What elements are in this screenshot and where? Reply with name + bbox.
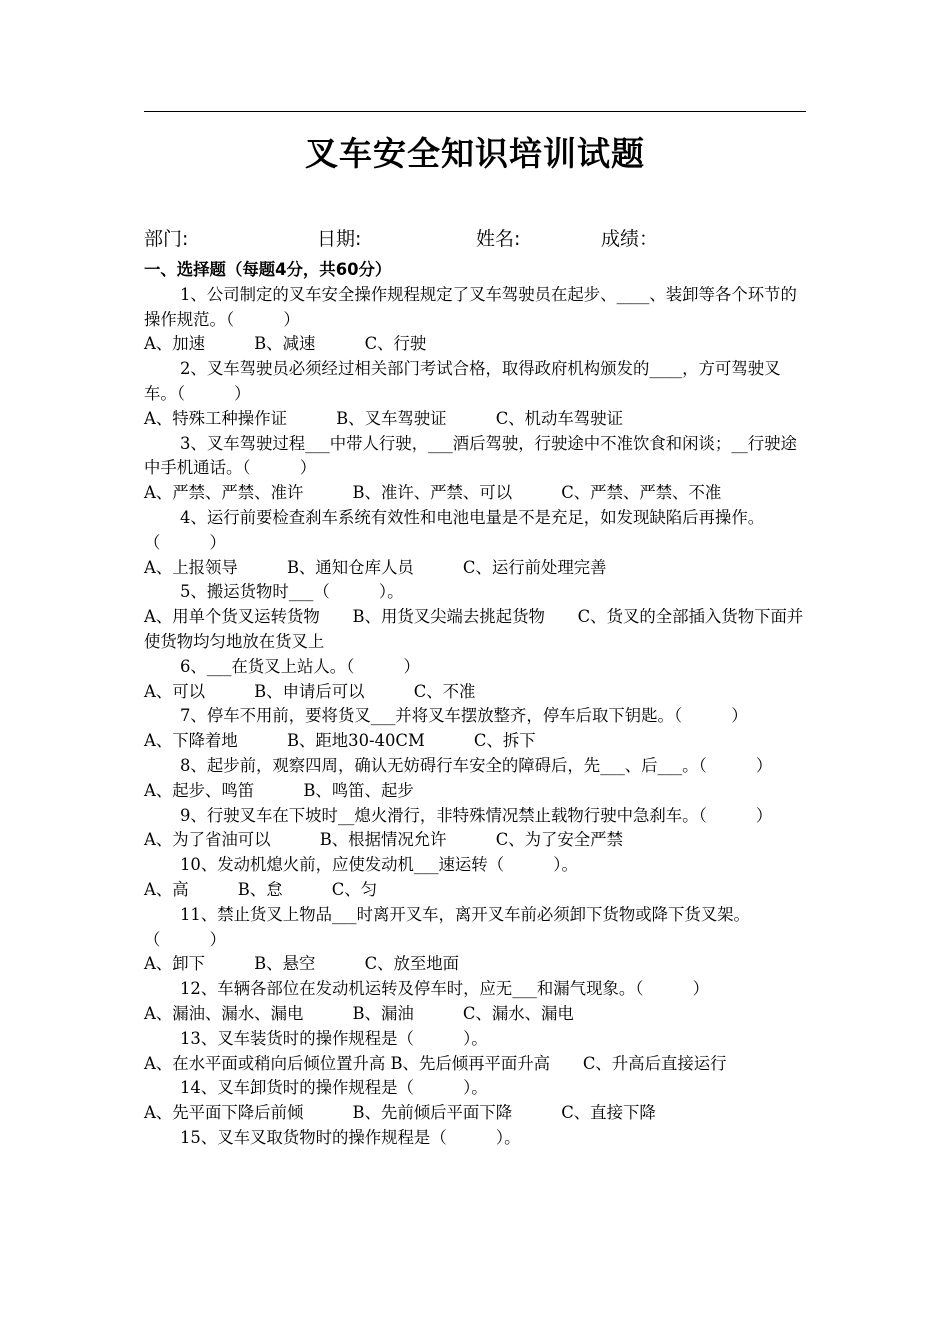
exam-body [144, 258, 808, 1151]
date-label: 日期: [317, 228, 362, 250]
options-2: A、特殊工种操作证 B、叉车驾驶证 C、机动车驾驶证 [144, 408, 623, 428]
question-5: 5、搬运货物时___（ ）。 [180, 582, 404, 602]
question-10: 10、发动机熄火前，应使发动机___速运转（ ）。 [180, 855, 578, 875]
info-header [0, 224, 950, 254]
question-13: 13、叉车装货时的操作规程是（ ）。 [180, 1028, 488, 1048]
question-1: 1、公司制定的叉车安全操作规程规定了叉车驾驶员在起步、____、装卸等各个环节的操作规范。（ ） [144, 284, 797, 329]
options-13: A、在水平面或稍向后倾位置升高 B、先后倾再平面升高 C、升高后直接运行 [144, 1053, 727, 1073]
score-label: 成绩： [601, 228, 659, 250]
question-4: 4、运行前要检查刹车系统有效性和电池电量是不是充足，如发现缺陷后再操作。（ ） [144, 507, 765, 552]
question-14: 14、叉车卸货时的操作规程是（ ）。 [180, 1078, 488, 1098]
question-7: 7、停车不用前，要将货叉___并将叉车摆放整齐，停车后取下钥匙。（ ） [180, 706, 748, 726]
options-12: A、漏油、漏水、漏电 B、漏油 C、漏水、漏电 [144, 1003, 574, 1023]
question-3: 3、叉车驾驶过程___中带人行驶，___酒后驾驶，行驶途中不准饮食和闲谈；__行驶途中手机通话。（ ） [144, 433, 797, 478]
options-8: A、起步、鸣笛 B、鸣笛、起步 [144, 780, 414, 800]
question-6: 6、___在货叉上站人。（ ） [180, 656, 420, 676]
section-heading: 一、选择题（每题4分，共60分） [144, 260, 392, 279]
name-label: 姓名: [476, 228, 521, 250]
question-2: 2、叉车驾驶员必须经过相关部门考试合格，取得政府机构颁发的____，方可驾驶叉车。（ ） [144, 359, 781, 403]
options-4: A、上报领导 B、通知仓库人员 C、运行前处理完善 [144, 557, 607, 577]
options-1: A、加速 B、减速 C、行驶 [144, 334, 427, 354]
question-11: 11、禁止货叉上物品___时离开叉车，离开叉车前必须卸下货物或降下货叉架。（ ） [144, 904, 750, 949]
question-12: 12、车辆各部位在发动机运转及停车时，应无___和漏气现象。（ ） [180, 979, 709, 999]
question-9: 9、行驶叉车在下坡时__熄火滑行，非特殊情况禁止载物行驶中急刹车。（ ） [180, 805, 773, 825]
page-title: 叉车安全知识培训试题 [305, 134, 645, 173]
options-14: A、先平面下降后前倾 B、先前倾后平面下降 C、直接下降 [144, 1103, 656, 1123]
department-label: 部门: [144, 228, 189, 250]
question-8: 8、起步前，观察四周，确认无妨碍行车安全的障碍后，先___、后___。（ ） [180, 755, 773, 775]
options-9: A、为了省油可以 B、根据情况允许 C、为了安全严禁 [144, 830, 623, 850]
options-11: A、卸下 B、悬空 C、放至地面 [144, 954, 460, 974]
options-3: A、严禁、严禁、准许 B、准许、严禁、可以 C、严禁、严禁、不准 [144, 483, 722, 503]
options-5: A、用单个货叉运转货物 B、用货叉尖端去挑起货物 C、货叉的全部插入货物下面并使货物均匀地放在货叉上 [144, 607, 804, 651]
question-15: 15、叉车叉取货物时的操作规程是（ ）。 [180, 1127, 521, 1147]
options-6: A、可以 B、申请后可以 C、不准 [144, 681, 476, 701]
options-10: A、高 B、怠 C、匀 [144, 879, 378, 899]
top-rule [144, 111, 806, 112]
options-7: A、下降着地 B、距地30-40CM C、拆下 [144, 731, 536, 751]
